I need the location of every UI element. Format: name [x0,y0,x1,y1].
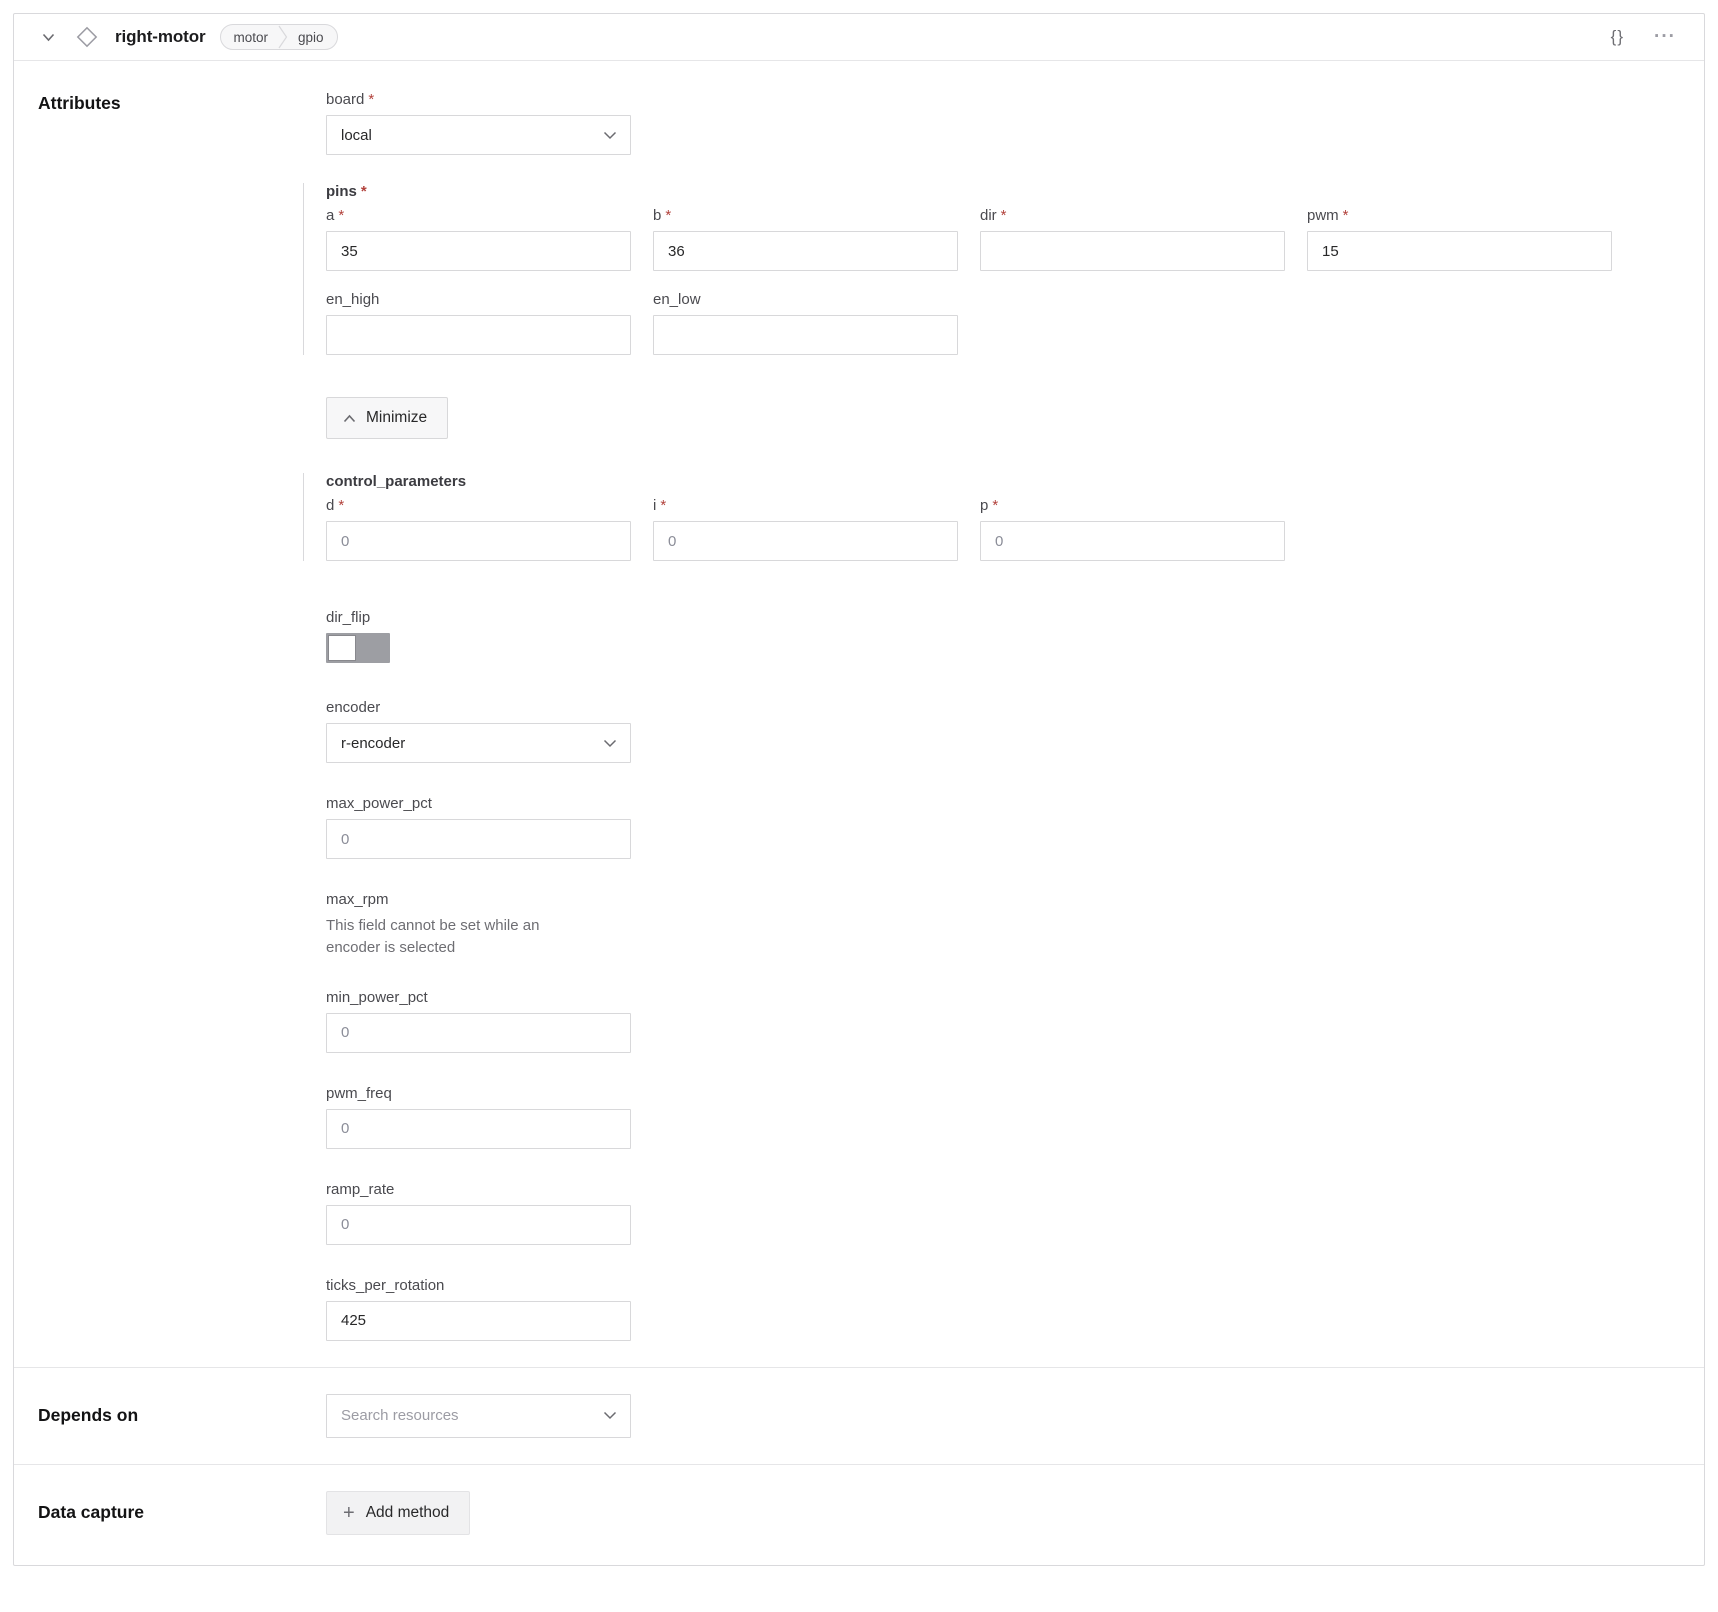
max-rpm-note: This field cannot be set while an encoder is selected [326,917,540,956]
required-marker: * [665,207,672,224]
board-label: board [326,91,365,108]
min-power-pct-input[interactable] [326,1013,631,1053]
pwm-freq-field [326,1085,1680,1149]
pin-b-field [653,207,958,271]
ramp-rate-field [326,1181,1680,1245]
param-i-input[interactable] [653,521,958,561]
board-select-value: local [341,126,372,144]
chevron-down-icon [603,131,617,140]
add-method-label: Add method [365,1503,450,1521]
pin-b-input[interactable] [653,231,958,271]
json-mode-icon[interactable]: {} [1607,23,1628,51]
pin-dir-input[interactable] [980,231,1285,271]
max-power-pct-label: max_power_pct [326,795,432,812]
param-p-field [980,497,1285,561]
chevron-down-icon [603,739,617,748]
param-i-label: i [653,497,657,514]
max-power-pct-input[interactable] [326,819,631,859]
param-d-field [326,497,631,561]
data-capture-section [14,1464,1704,1565]
ticks-per-rotation-field [326,1277,1680,1341]
minimize-label: Minimize [366,409,428,426]
pin-en-low-label: en_low [653,291,701,308]
param-p-label: p [980,497,989,514]
pin-en-high-field [326,291,631,355]
param-d-input[interactable] [326,521,631,561]
dir-flip-label: dir_flip [326,609,371,626]
add-method-button[interactable] [326,1491,470,1535]
param-p-input[interactable] [980,521,1285,561]
pin-pwm-field [1307,207,1612,271]
minimize-button[interactable] [326,397,448,439]
data-capture-heading: Data capture [38,1502,145,1522]
required-marker: * [660,497,667,514]
pwm-freq-input[interactable] [326,1109,631,1149]
model-tag: gpio [298,29,324,45]
type-model-badge [220,24,338,50]
ramp-rate-input[interactable] [326,1205,631,1245]
pin-a-label: a [326,207,335,224]
required-marker: * [992,497,999,514]
board-field [326,91,1680,155]
resource-title: right-motor [115,27,206,46]
tag-separator [278,25,288,49]
pin-pwm-label: pwm [1307,207,1339,224]
pin-dir-label: dir [980,207,997,224]
encoder-field [326,699,1680,763]
depends-on-heading: Depends on [38,1405,139,1425]
board-select[interactable] [326,115,631,155]
encoder-select-value: r-encoder [341,734,406,752]
pin-a-input[interactable] [326,231,631,271]
attributes-section [14,60,1704,1367]
plus-icon: + [343,1501,355,1524]
max-rpm-label: max_rpm [326,891,389,908]
collapse-chevron-icon[interactable] [38,29,59,46]
dir-flip-toggle[interactable] [326,633,390,663]
ticks-per-rotation-label: ticks_per_rotation [326,1276,445,1294]
param-i-field [653,497,958,561]
param-d-label: d [326,497,335,514]
pins-label: pins [326,183,357,200]
required-marker: * [368,91,375,108]
depends-on-section [14,1367,1704,1464]
resource-card [13,13,1705,1566]
max-power-pct-field [326,795,1680,859]
type-tag: motor [233,29,269,45]
pin-en-high-input[interactable] [326,315,631,355]
required-marker: * [360,183,367,200]
min-power-pct-field [326,989,1680,1053]
required-marker: * [1000,207,1007,224]
max-rpm-field [326,891,1680,959]
min-power-pct-label: min_power_pct [326,988,428,1006]
chevron-down-icon [603,1411,617,1420]
ramp-rate-label: ramp_rate [326,1180,395,1198]
pin-a-field [326,207,631,271]
required-marker: * [338,207,345,224]
required-marker: * [338,497,345,514]
dir-flip-field [326,609,1680,663]
pin-en-high-label: en_high [326,291,380,308]
pin-b-label: b [653,207,662,224]
ticks-per-rotation-input[interactable] [326,1301,631,1341]
chevron-up-icon [343,414,356,423]
pin-pwm-input[interactable] [1307,231,1612,271]
pin-en-low-field [653,291,958,355]
encoder-label: encoder [326,699,381,716]
component-diamond-icon [71,21,103,53]
card-header [14,14,1704,60]
more-menu-icon[interactable]: ··· [1650,28,1680,46]
depends-on-select[interactable] [326,1394,631,1438]
attributes-heading: Attributes [38,93,121,113]
encoder-select[interactable] [326,723,631,763]
control-parameters-group [303,473,1680,561]
toggle-knob [328,635,356,661]
required-marker: * [1342,207,1349,224]
pwm-freq-label: pwm_freq [326,1084,392,1102]
pin-dir-field [980,207,1285,271]
pins-group [303,183,1680,355]
depends-on-placeholder: Search resources [341,1407,459,1424]
control-parameters-label: control_parameters [326,473,467,490]
pin-en-low-input[interactable] [653,315,958,355]
